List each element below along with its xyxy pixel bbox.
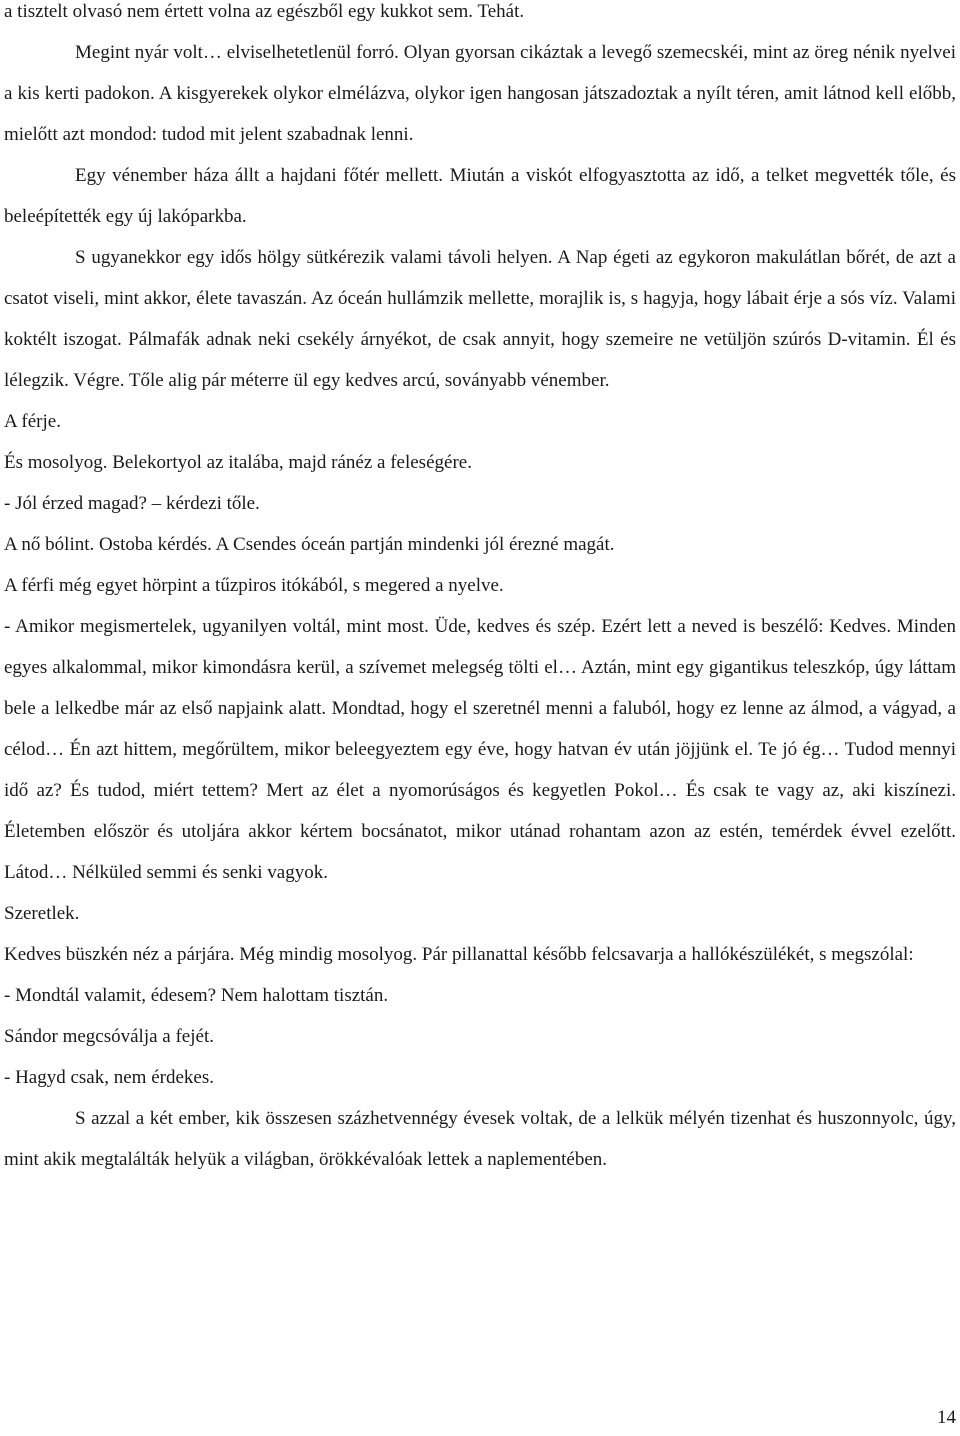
paragraph-5: A férje. <box>4 411 61 432</box>
paragraph-16: S azzal a két ember, kik összesen százhetvennégy évesek voltak, de a lelkük mélyén tizenhat és huszonnyolc, úgy, mint akik megtalálták helyük a világban, örökkévalóak lettek a naplementében. <box>4 1108 956 1170</box>
paragraph-11: Szeretlek. <box>4 903 80 924</box>
dialogue-line-4: - Hagyd csak, nem érdekes. <box>4 1067 214 1088</box>
paragraph-6: És mosolyog. Belekortyol az italába, majd ránéz a feleségére. <box>4 452 472 473</box>
dialogue-line-3: - Mondtál valamit, édesem? Nem halottam tisztán. <box>4 985 389 1006</box>
dialogue-line-2: - Amikor megismertelek, ugyanilyen voltál, mint most. Üde, kedves és szép. Ezért lett a neved is beszélő: Kedves. Minden egyes alkalommal, mikor kimondásra kerül, a szívemet melegség tölti el… Aztán, mint egy gigantikus teleszkóp, úgy láttam bele a lelkedbe már az első napjaink alatt. Mondtad, hogy el szeretnél menni a faluból, hogy ez lenne az álmod, a vágyad, a célod… Én azt hittem, megőrültem, mikor beleegyeztem egy éve, hogy hatvan év után jöjjünk el. Te jó ég… Tudod mennyi idő az? És tudod, miért tettem? Mert az élet a nyomorúságos és kegyetlen Pokol… És csak te vagy az, aki kiszínezi. Életemben először és utoljára akkor kértem bocsánatot, mikor utánad rohantam azon az estén, temérdek évvel ezelőtt. Látod… Nélküled semmi és senki vagyok. <box>4 616 956 883</box>
paragraph-4: S ugyanekkor egy idős hölgy sütkérezik valami távoli helyen. A Nap égeti az egykoron makulátlan bőrét, de azt a csatot viseli, mint akkor, élete tavaszán. Az óceán hullámzik mellette, morajlik is, s hagyja, hogy lábait érje a sós víz. Valami koktélt iszogat. Pálmafák adnak neki csekély árnyékot, de csak annyit, hogy szemeire ne vetüljön szúrós D-vitamin. Él és lélegzik. Végre. Tőle alig pár méterre ül egy kedves arcú, soványabb vénember. <box>4 247 956 391</box>
paragraph-2: Megint nyár volt… elviselhetetlenül forró. Olyan gyorsan cikáztak a levegő szemecskéi, mint az öreg nénik nyelvei a kis kerti padokon. A kisgyerekek olykor elmélázva, olykor igen hangosan játszadoztak a nyílt téren, amit látnod kell előbb, mielőtt azt mondod: tudod mit jelent szabadnak lenni. <box>4 42 956 145</box>
dialogue-line-1: - Jól érzed magad? – kérdezi tőle. <box>4 493 260 514</box>
paragraph-1: a tisztelt olvasó nem értett volna az egészből egy kukkot sem. Tehát. <box>4 1 525 22</box>
paragraph-9: A férfi még egyet hörpint a tűzpiros itókából, s megered a nyelve. <box>4 575 504 596</box>
paragraph-12: Kedves büszkén néz a párjára. Még mindig mosolyog. Pár pillanattal később felcsavarja a hallókészülékét, s megszólal: <box>4 944 914 965</box>
paragraph-8: A nő bólint. Ostoba kérdés. A Csendes óceán partján mindenki jól érezné magát. <box>4 534 615 555</box>
paragraph-3: Egy vénember háza állt a hajdani főtér mellett. Miután a viskót elfogyasztotta az idő, a telket megvették tőle, és beleépítették egy új lakóparkba. <box>4 165 956 227</box>
paragraph-14: Sándor megcsóválja a fejét. <box>4 1026 214 1047</box>
page-number: 14 <box>937 1407 956 1428</box>
document-page <box>4 0 956 1180</box>
